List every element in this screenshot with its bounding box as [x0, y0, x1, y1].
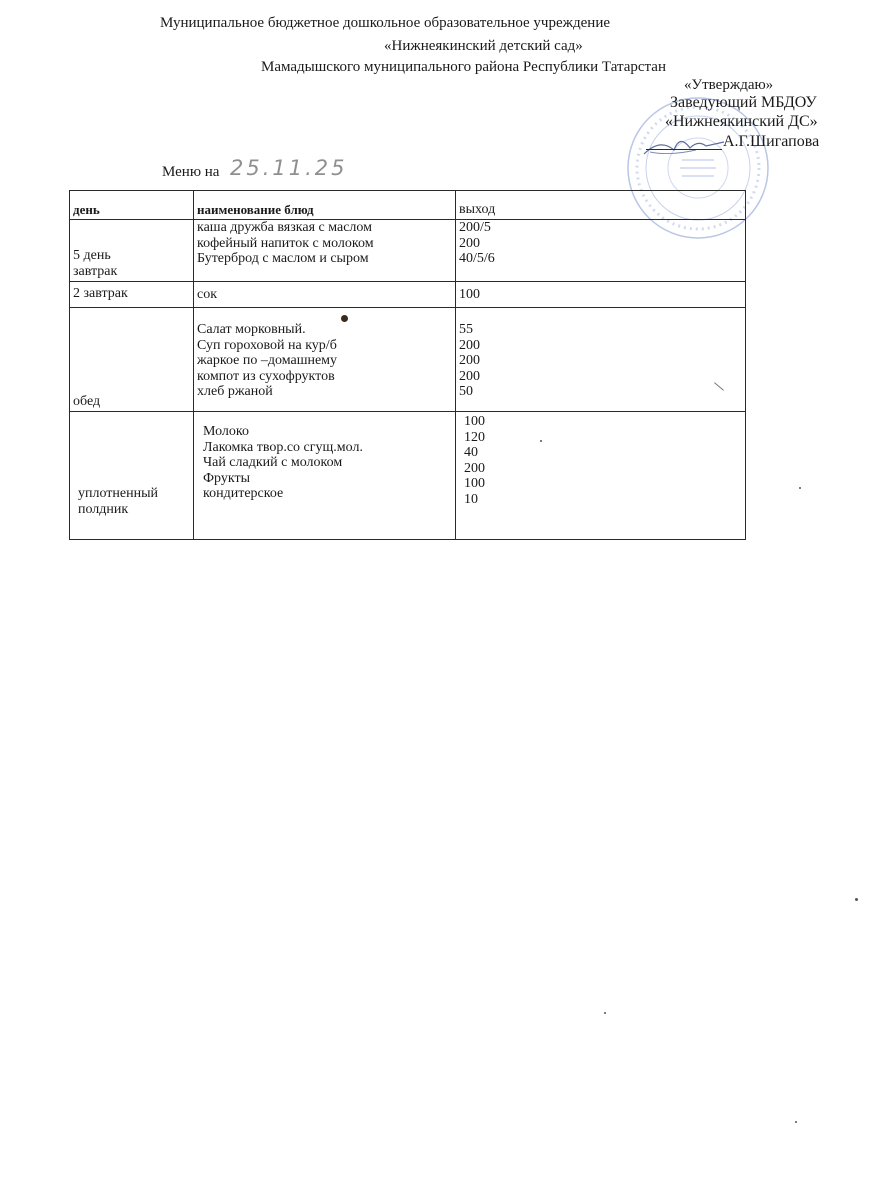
- row-yields: 200/5 200 40/5/6: [456, 220, 746, 282]
- row-yields: 100 120 40 200 100 10: [456, 412, 746, 540]
- row-day: 2 завтрак: [70, 282, 194, 308]
- approval-line-1: «Утверждаю»: [684, 77, 774, 93]
- row-dishes: Молоко Лакомка твор.со сгущ.мол. Чай сладкий с молоком Фрукты кондитерское: [194, 412, 456, 540]
- row-dishes: сок: [194, 282, 456, 308]
- scan-speck: [795, 1121, 797, 1123]
- signature-line: [646, 149, 722, 150]
- org-name-line-2: «Нижнеякинский детский сад»: [384, 38, 583, 54]
- row-dishes: Салат морковный. Суп гороховой на кур/б жаркое по –домашнему компот из сухофруктов хлеб ржаной: [194, 308, 456, 412]
- approval-line-2: Заведующий МБДОУ: [670, 94, 817, 111]
- header-day: день: [70, 191, 194, 220]
- approval-signatory: А.Г.Шигапова: [723, 133, 820, 150]
- approval-line-3: «Нижнеякинский ДС»: [665, 113, 818, 130]
- table-row: [70, 412, 746, 540]
- header-dish: наименование блюд: [194, 191, 456, 220]
- row-day: 5 день завтрак: [70, 220, 194, 282]
- scan-speck: [604, 1012, 606, 1014]
- header-yield: выход: [456, 191, 746, 220]
- row-yields: 100: [456, 282, 746, 308]
- menu-table: [69, 190, 746, 540]
- org-name-line-3: Мамадышского муниципального района Республики Татарстан: [261, 59, 666, 75]
- row-day: уплотненный полдник: [70, 412, 194, 540]
- table-header-row: [70, 191, 746, 220]
- menu-title-label: Меню на: [162, 164, 220, 180]
- table-row: [70, 220, 746, 282]
- menu-date: 25.11.25: [230, 156, 348, 180]
- org-name-line-1: Муниципальное бюджетное дошкольное образовательное учреждение: [160, 15, 610, 31]
- signature: [640, 128, 730, 158]
- table-row: [70, 282, 746, 308]
- scan-speck: [799, 487, 801, 489]
- scan-speck: [341, 315, 348, 322]
- row-day: обед: [70, 308, 194, 412]
- scan-speck: [855, 898, 858, 901]
- row-yields: 55 200 200 200 50: [456, 308, 746, 412]
- scan-speck: [540, 440, 542, 442]
- row-dishes: каша дружба вязкая с маслом кофейный напиток с молоком Бутерброд с маслом и сыром: [194, 220, 456, 282]
- table-row: [70, 308, 746, 412]
